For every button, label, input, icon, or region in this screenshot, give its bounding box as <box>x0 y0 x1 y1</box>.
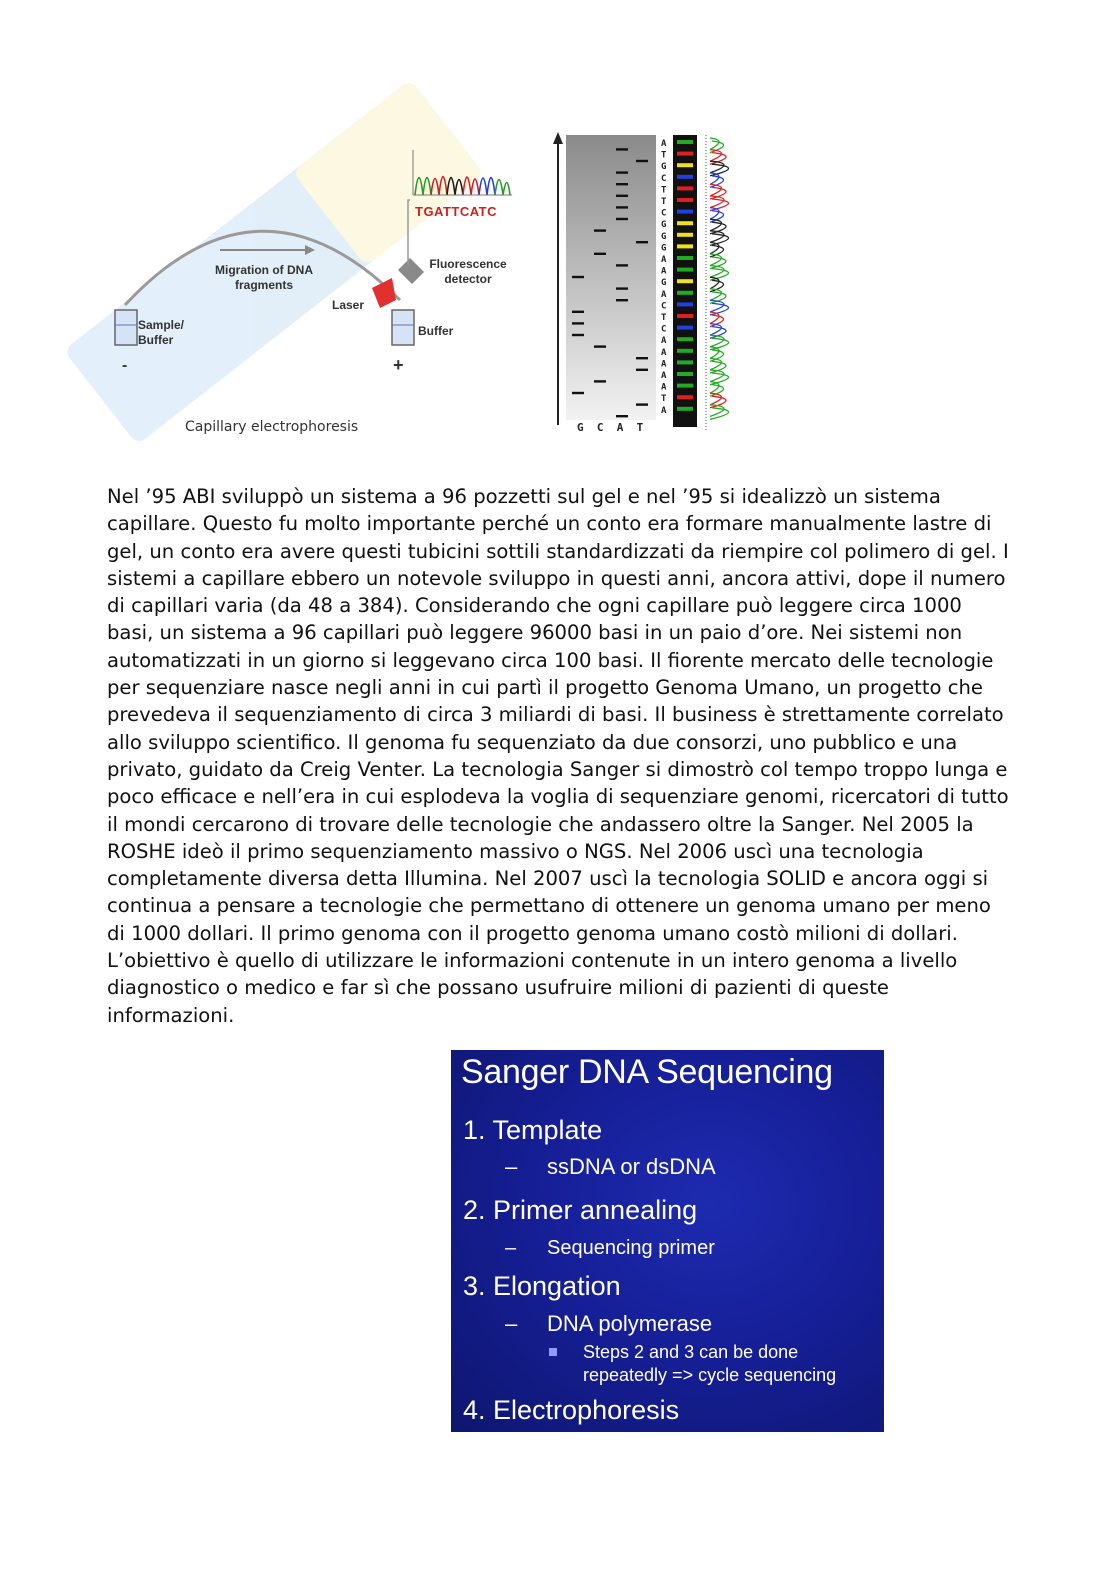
read-base: C <box>661 173 667 184</box>
figure-caption: Capillary electrophoresis <box>185 419 359 435</box>
lane-labels <box>577 421 643 434</box>
read-base: G <box>661 220 667 231</box>
read-base: T <box>661 150 667 161</box>
gel-band <box>594 253 606 255</box>
step-elongation-sub <box>505 1311 712 1337</box>
gel-band <box>636 403 648 405</box>
read-base: A <box>661 336 667 347</box>
gel-band <box>594 229 606 231</box>
color-bar-cell <box>677 372 693 376</box>
read-base: T <box>661 313 667 323</box>
dash: – <box>505 1237 517 1259</box>
gel-band <box>636 369 648 371</box>
step-electrophoresis: 4. Electrophoresis <box>463 1395 680 1425</box>
read-base: A <box>661 139 667 149</box>
gel-band <box>572 311 584 313</box>
step-primer: 2. Primer annealing <box>463 1195 698 1225</box>
gel-band <box>636 160 648 162</box>
minus-sign: - <box>122 357 128 374</box>
read-base: A <box>661 405 667 416</box>
color-bar-cell <box>677 291 693 295</box>
color-bar-cell <box>677 360 693 364</box>
capillary-electrophoresis-figure <box>110 130 530 440</box>
color-bar-cell <box>677 210 693 214</box>
step-note-line2: repeatedly => cycle sequencing <box>583 1365 837 1385</box>
gel-band <box>636 357 648 359</box>
color-bar-cell <box>677 279 693 283</box>
step-primer-sub <box>505 1237 715 1260</box>
gel-band <box>616 183 628 185</box>
color-bar-cell <box>677 314 693 318</box>
step-template: 1. Template <box>463 1115 603 1145</box>
read-base: T <box>661 394 667 405</box>
body-paragraph: Nel ’95 ABI sviluppò un sistema a 96 pozzetti sul gel e nel ’95 si idealizzò un sistema capillare. Questo fu molto importante perché un conto era formare manualmente lastre di gel, un conto era avere questi tubicini sottili standardizzati da riempire col polimero di gel. I sistemi a capillare ebbero un notevole sviluppo in questi anni, ancora attivi, dope il numero di capillari varia (da 48 a 384). Considerando che ogni capillare può leggere circa 1000 basi, un sistema a 96 capillari può leggere 96000 basi in un paio d’ore. Nei sistemi non automatizzati in un giorno si leggevano circa 100 basi. Il fiorente mercato delle tecnologie per sequenziare nasce negli anni in cui partì il progetto Genoma Umano, un progetto che prevedeva il sequenziamento di circa 3 miliardi di basi. Il business è strettamente correlato allo sviluppo scientifico. Il genoma fu sequenziato da due consorzi, uno pubblico e una privato, guidato da Creig Venter. La tecnologia Sanger si dimostrò col tempo troppo lunga e poco efficace e nell’era in cui esplodeva la voglia di sequenziare genomi, ricercatori di tutto il mondi cercarono di trovare delle tecnologie che andassero oltre la Sanger. Nel 2005 la ROSHE ideò il primo sequenziamento massivo o NGS. Nel 2006 uscì una tecnologia completamente diversa detta Illumina. Nel 2007 uscì la tecnologia SOLID e ancora oggi si continua a pensare a tecnologie che permettano di ottenere un genoma umano per meno di 1000 dollari. Il primo genoma con il progetto genoma umano costò milioni di dollari. L’obiettivo è quello di utilizzare le informazioni contenute in un intero genoma a livello diagnostico o medico e far sì che possano usufruire milioni di pazienti di queste informazioni. <box>107 485 1009 1027</box>
gel-band <box>572 322 584 324</box>
gel-band <box>616 415 628 417</box>
gel-diagram <box>550 130 780 440</box>
read-base: G <box>661 162 667 173</box>
step-template-sub <box>505 1154 716 1180</box>
color-bar-cell <box>677 337 693 341</box>
read-base: T <box>661 185 667 196</box>
laser-label: Laser <box>332 298 365 312</box>
step-elongation-detail: DNA polymerase <box>547 1311 713 1336</box>
gel-band <box>616 218 628 220</box>
color-bar-cell <box>677 244 693 248</box>
dash: – <box>505 1154 518 1179</box>
gel-band <box>616 171 628 173</box>
lane-label-g: G <box>577 421 584 434</box>
color-bar-cell <box>677 186 693 190</box>
gel-band <box>616 148 628 150</box>
step-template-detail: ssDNA or dsDNA <box>547 1154 716 1179</box>
buffer-label: Buffer <box>418 324 454 338</box>
read-base: G <box>661 231 667 242</box>
color-bar-cell <box>677 407 693 411</box>
color-bar-cell <box>677 256 693 260</box>
color-bar-cell <box>677 140 693 144</box>
gel-band <box>572 334 584 336</box>
gel-band <box>616 299 628 301</box>
read-base: A <box>661 371 667 381</box>
color-bar-cell <box>677 268 693 272</box>
color-bar-cell <box>677 302 693 306</box>
gel-band <box>572 392 584 394</box>
color-bar-cell <box>677 326 693 330</box>
color-bar-cell <box>677 221 693 225</box>
read-base: C <box>661 324 667 335</box>
color-bar-cell <box>677 349 693 353</box>
color-bar-cell <box>677 175 693 179</box>
color-bar-cell <box>677 198 693 202</box>
read-base: A <box>661 255 667 265</box>
slide-title: Sanger DNA Sequencing <box>461 1053 833 1091</box>
sample-label: Sample/ Buffer <box>138 318 185 347</box>
step-primer-detail: Sequencing primer <box>547 1237 715 1259</box>
step-note-line1: Steps 2 and 3 can be done <box>583 1342 799 1362</box>
migration-label: Migration of DNA fragments <box>215 263 313 292</box>
read-base: A <box>661 359 667 370</box>
read-base: C <box>661 208 667 219</box>
read-base: G <box>661 278 667 289</box>
gel-band <box>636 241 648 243</box>
color-bar-cell <box>677 384 693 388</box>
gel-band <box>594 345 606 347</box>
lane-label-a: A <box>616 421 624 434</box>
color-bar-cell <box>677 152 693 156</box>
gel-band <box>594 380 606 382</box>
color-bar-cell <box>677 395 693 399</box>
read-base: C <box>661 301 667 312</box>
plus-sign: + <box>393 355 404 375</box>
read-base: A <box>661 382 667 393</box>
read-base: T <box>661 197 667 207</box>
gel-band <box>616 287 628 289</box>
gel-band <box>572 276 584 278</box>
read-base: A <box>661 289 667 300</box>
fluorescence-label: Fluorescence detector <box>429 257 507 286</box>
gel-band <box>616 264 628 266</box>
color-bar-cell <box>677 233 693 237</box>
read-base: G <box>661 243 667 254</box>
square-bullet-icon <box>549 1348 557 1356</box>
color-bar-cell <box>677 163 693 167</box>
step-elongation: 3. Elongation <box>463 1271 621 1301</box>
lane-label-c: C <box>596 421 604 434</box>
dash: – <box>505 1311 518 1336</box>
read-base: A <box>661 266 667 277</box>
sequence-text: TGATTCATC <box>415 204 497 219</box>
gel-band <box>616 195 628 197</box>
gel-band <box>616 206 628 208</box>
sanger-slide <box>451 1050 884 1432</box>
sequencing-gel-figure <box>550 130 780 440</box>
lane-label-t: T <box>636 421 644 434</box>
read-base: A <box>661 347 667 358</box>
